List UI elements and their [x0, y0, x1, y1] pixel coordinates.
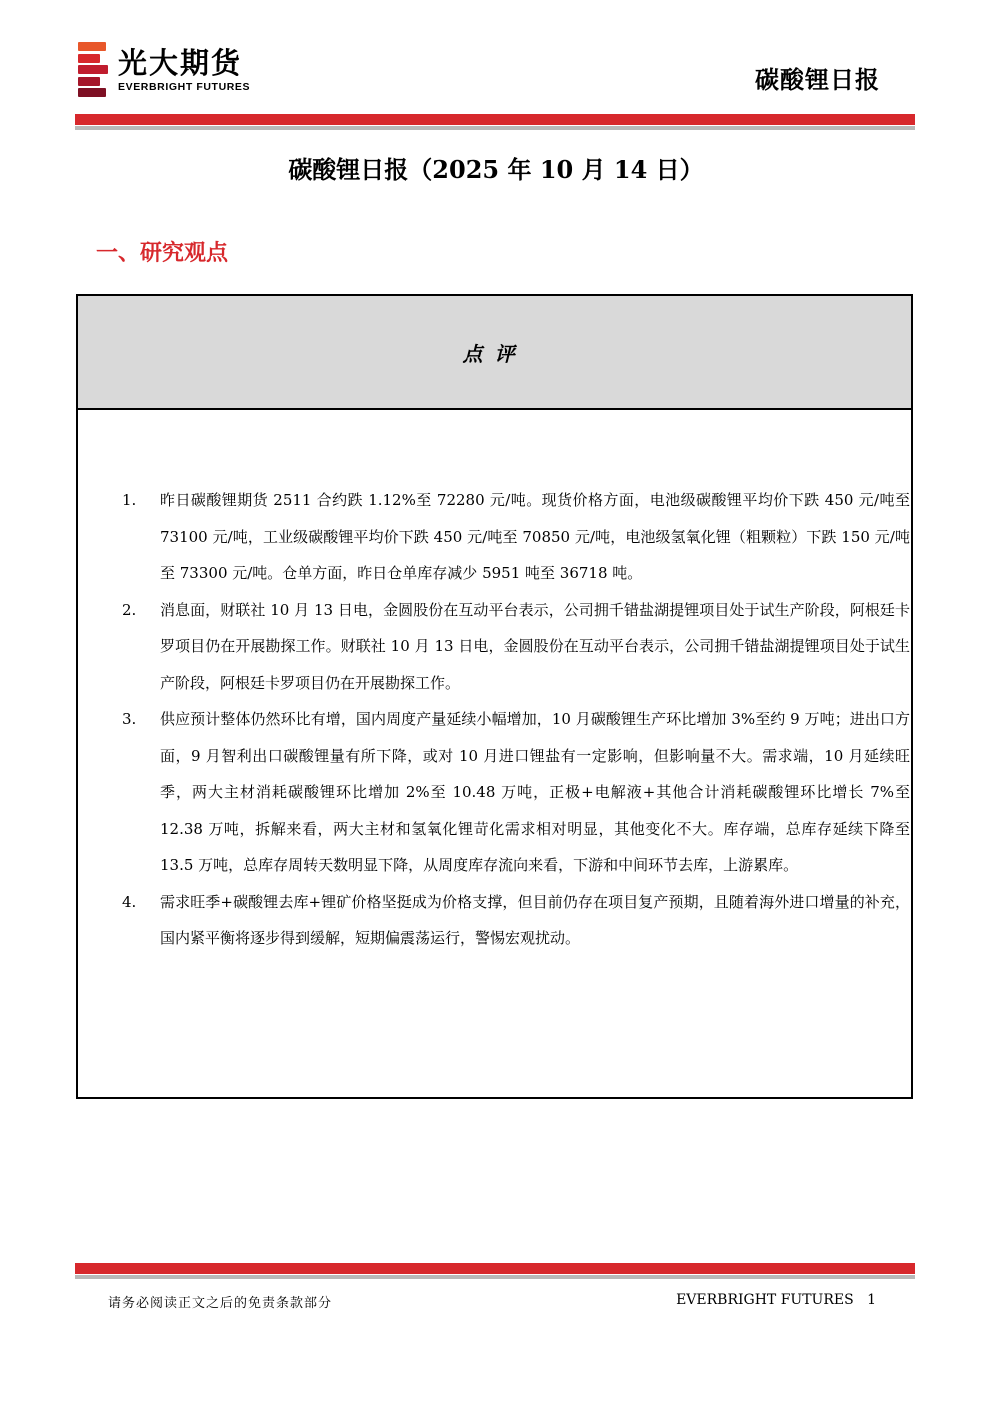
comment-box: [76, 294, 913, 1099]
logo-chinese-name: 光大期货: [118, 46, 243, 80]
logo-english-name: EVERBRIGHT FUTURES: [118, 81, 251, 93]
point-text: 需求旺季+碳酸锂去库+锂矿价格坚挺成为价格支撑，但目前仍存在项目复产预期，且随着海外进口增量的补充，国内紧平衡将逐步得到缓解，短期偏震荡运行，警惕宏观扰动。: [160, 892, 910, 947]
point-text: 昨日碳酸锂期货 2511 合约跌 1.12%至 72280 元/吨。现货价格方面，电池级碳酸锂平均价下跌 450 元/吨至 73100 元/吨，工业级碳酸锂平均价下跌 450 元/吨至 70850 元/吨，电池级氢氧化锂（粗颗粒）下跌 150 元/吨至 73300 元/吨。仓单方面，昨日仓单库存减少 5951 吨至 36718 吨。: [160, 491, 910, 582]
point-text: 供应预计整体仍然环比有增，国内周度产量延续小幅增加，10 月碳酸锂生产环比增加 3%至约 9 万吨；进出口方面，9 月智利出口碳酸锂量有所下降，或对 10 月进口锂盐有一定影响，但影响量不大。需求端，10 月延续旺季，两大主材消耗碳酸锂环比增加 2%至 10.48 万吨，正极+电解液+其他合计消耗碳酸锂环比增长 7%至 12.38 万吨，拆解来看，两大主材和氢氧化锂苛化需求相对明显，其他变化不大。库存端，总库存延续下降至 13.5 万吨，总库存周转天数明显下降，从周度库存流向来看，下游和中间环节去库，上游累库。: [160, 710, 910, 874]
point-text: 消息面，财联社 10 月 13 日电，金圆股份在互动平台表示，公司拥千错盐湖提锂项目处于试生产阶段，阿根廷卡罗项目仍在开展勘探工作。财联社 10 月 13 日电，金圆股份在互动平台表示，公司拥千错盐湖提锂项目处于试生产阶段，阿根廷卡罗项目仍在开展勘探工作。: [160, 600, 910, 692]
point-number: 1.: [122, 491, 137, 509]
page-number: 1: [867, 1292, 876, 1308]
section-heading: 一、研究观点: [96, 240, 229, 266]
footer-company-page: [676, 1292, 876, 1308]
footer-divider: [75, 1263, 915, 1279]
comment-box-title: 点评: [462, 341, 527, 366]
list-item: [122, 701, 910, 884]
report-name: 碳酸锂日报: [755, 65, 880, 94]
point-number: 4.: [122, 892, 137, 911]
comment-box-header: [78, 296, 911, 410]
list-item: [122, 482, 910, 592]
points-list: [122, 482, 910, 957]
document-title: 碳酸锂日报（2025 年 10 月 14 日）: [288, 155, 704, 184]
footer-company: EVERBRIGHT FUTURES: [676, 1292, 854, 1308]
list-item: [122, 884, 910, 957]
point-number: 2.: [122, 600, 137, 619]
point-number: 3.: [122, 710, 137, 728]
header-divider: [75, 114, 915, 130]
footer-disclaimer: 请务必阅读正文之后的免责条款部分: [108, 1296, 333, 1311]
company-logo: [78, 42, 250, 98]
list-item: [122, 592, 910, 702]
everbright-logo-icon: [78, 42, 108, 98]
